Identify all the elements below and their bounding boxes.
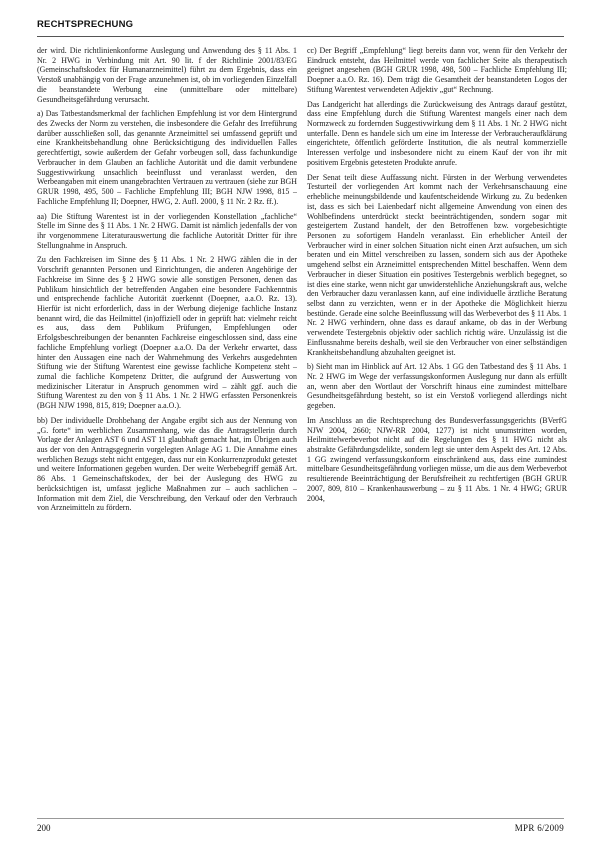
body-paragraph: cc) Der Begriff „Empfehlung“ liegt bereits dann vor, wenn für den Verkehr der Eindruck entsteht, das Heilmittel werde von fachlicher Seite als therapeutisch geeignet angesehen (BGH GRUR 1998, 498, 500 – Fachliche Empfehlung III; Doepner a.a.O. Rz. 16). Dem trägt die Gesamtheit der beanstandeten Logos der Stiftung Warentest verwendeten Adjektiv „gut“ Rechnung. [307,46,567,94]
section-heading: RECHTSPRECHUNG [37,19,134,30]
journal-reference: MPR 6/2009 [514,823,564,833]
header-divider [37,36,564,37]
body-paragraph: Zu den Fachkreisen im Sinne des § 11 Abs. 1 Nr. 2 HWG zählen die in der Vorschrift genannten Personen und Einrichtungen, die anderen Angehörige der Fachkreise im Sinne des § 2 HWG sowie alle sonstigen Personen, denen das Publikum hinsichtlich der betreffenden Angaben eine besondere Fachkenntnis und entsprechende fachliche Autorität zuerkennt (Doepner, a.a.O. Rz. 13). Hierfür ist nicht erforderlich, dass in der Werbung diejenige fachliche Instanz benannt wird, die das Heilmittel (in)offiziell oder in geprüft hat: vielmehr reicht es aus, dass dem Publikum Prüfungen, Empfehlungen oder Erfolgsbeschreibungen der benannten Fachkreise eingeschlossen sind, dass eine fachliche Empfehlung vorliegt (Doepner a.a.O. Da der Verkehr erwartet, dass hinter den Aussagen eine nach der Wahrnehmung des Verkehrs ausgedehnten Stiftung wie der Stiftung Warentest eine gewisse fachliche Kompetenz steht – zumal die fachliche Kompetenz Dritter, die aufgrund der Auswertung von medizinischer Literatur in Anspruch genommen wird – zählt ggf. auch die Stiftung Warentest zu den von § 11 Abs. 1 Nr. 2 HWG erfassten Personenkreis (BGH NJW 1998, 815, 819; Doepner a.a.O.). [37,255,297,411]
page-number: 200 [37,823,51,833]
body-paragraph: aa) Die Stiftung Warentest ist in der vorliegenden Konstellation „fachliche“ Stelle im Sinne des § 11 Abs. 1 Nr. 2 HWG. Damit ist nämlich jedenfalls der von ihr vorgenommene Literaturauswertung die fachliche Autorität Dritter für ihre Stellungnahme in Anspruch. [37,211,297,250]
page-header [37,14,564,32]
body-paragraph: der wird. Die richtlinienkonforme Auslegung und Anwendung des § 11 Abs. 1 Nr. 2 HWG in Verbindung mit Art. 90 lit. f der Richtlinie 2001/83/EG (Gemeinschaftskodex für Humanarzneimittel) führt zu dem Ergebnis, dass ein Verstoß unabhängig von der Frage anzunehmen ist, ob im vorliegenden Einzelfall die beanstandete Werbung eine (unmittelbare oder mittelbare) Gesundheitsgefährdung verursacht. [37,46,297,104]
body-paragraph: Der Senat teilt diese Auffassung nicht. Fürsten in der Werbung verwendetes Testurteil der vorliegenden Art kommt nach der Verkehrsanschauung eine erhebliche meinungsbildende und kaufentscheidende Wirkung zu. Zu bedenken ist, dass es sich bei Laienbedarf nicht allgemeine Anwendung von einen des Wohlbefindens unterdrückt steckt beeinträchtigenden, sondern sogar mit gesteigertem Zustand handelt, der den Betroffenen bzw. vorgebesichtigte Personen zu sofortigem Handeln veranlasst. Ein erheblicher Anteil der Verbraucher wird in einer solchen Situation nicht einen Arzt aufsuchen, um sich beraten und ein Mittel verschreiben zu lassen, sondern sich aus der Apotheke umgehend selbst ein Arzneimittel entsprechenden Mittel beschaffen. Wenn dem Verbraucher in dieser Situation ein positives Testergebnis werblich begegnet, so ist dies eine starke, wenn nicht gar unwiderstehliche Anziehungskraft aus, welche den Verbraucher dazu veranlassen kann, auf eine individuelle ärztliche Beratung selbst dann zu verzichten, wenn er in der Apotheke die Möglichkeit hierzu bestünde. Gerade eine solche Beeinflussung will das Werbeverbot des § 11 Abs. 1 Nr. 2 HWG verhindern, ohne dass es darauf ankame, ob das in der Werbung verwendete Testergebnis objektiv oder sachlich richtig wäre. Unzulässig ist die Einflussnahme bereits deshalb, weil sie den Verbraucher von einer selbständigen Krankheitsbehandlung abzuhalten geeignet ist. [307,172,567,357]
right-text-column [307,46,567,816]
footer-divider [37,818,564,819]
body-paragraph: b) Sieht man im Hinblick auf Art. 12 Abs. 1 GG den Tatbestand des § 11 Abs. 1 Nr. 2 HWG im Wege der verfassungskonformen Auslegung nur dann als erfüllt an, wenn aber den Wortlaut der Vorschrift hinaus eine zumindest mittelbare Gesundheitsgefährdung besteht, so ist ein Verstoß vorliegend allerdings nicht gegeben. [307,362,567,411]
page-footer [37,821,564,835]
left-text-column [37,46,297,816]
body-paragraph: a) Das Tatbestandsmerkmal der fachlichen Empfehlung ist vor dem Hintergrund des Zwecks der Norm zu verstehen, die insbesondere die Gefahr des Irreführung darüber ausschließen soll, das genannte Arzneimittel sei umfassend geprüft und eine Krankheitsbehandlung ohne Berücksichtigung des individuellen Falles gerechtfertigt, sowie außerdem der Gefahr vorbeugen soll, dass fachunkundige Verbraucher in dem Glauben an fachliche Autorität und die damit verbundene Suggestivwirkung unsachlich beeinflusst und veranlasst werden, den Werbeangaben mit einem unangebrachten Vertrauen zu vertrauen (siehe zur BGH GRUR 1998, 495, 500 – Fachliche Empfehlung III; BGH NJW 1998, 815 – Fachliche Empfehlung II; Doepner, HWG, 2. Aufl. 2000, § 11 Nr. 2 Rz. ff.). [37,109,297,206]
body-paragraph: bb) Der individuelle Drohbehang der Angabe ergibt sich aus der Nennung von „G. forte“ im werblichen Zusammenhang, wie das die Antragstellerin durch Vorlage der Anlagen AST 6 und AST 11 glaubhaft gemacht hat, im Übrigen auch aus der von den Antragsgegnerin vorgelegten Anlage AG 1. Die Annahme eines werblichen Bezugs steht nicht entgegen, dass nur ein Konkurrenzprodukt getestet und weitere Informationen gegeben wurden. Der weite Werbebegriff gemäß Art. 86 Abs. 1 Gemeinschaftskodex, der bei der Auslegung des HWG zu berücksichtigen ist, umfasst jegliche Maßnahmen zur – auch sachlichen – Information mit dem Ziel, die Verschreibung, den Verkauf oder den Verbrauch von Arzneimitteln zu fördern. [37,415,297,513]
body-paragraph: Das Landgericht hat allerdings die Zurückweisung des Antrags darauf gestützt, dass eine Empfehlung durch die Stiftung Warentest mangels einer nach dem Normzweck zu fordernden Suggestivwirkung dem § 11 Abs. 1 Nr. 2 HWG nicht unterfalle. Denn es handele sich um eine im Interesse der Verbraucheraufklärung eingerichtete, öffentlich geförderte Institution, die als neutral kommerzielle Interessen verfolge und insbesondere nicht zu einem Kauf der von ihr mit positivem Ergebnis getesteten Produkte anrufe. [307,99,567,167]
body-paragraph: Im Anschluss an die Rechtsprechung des Bundesverfassungsgerichts (BVerfG NJW 2004, 2660; NJW-RR 2004, 1277) ist nicht unumstritten worden, Heilmittelwerbeverbot nicht auf die Regelungen des § 11 HWG nicht als abstrakte Gefährdungsdelikte, sondern legt sie unter dem Aspekt des Art. 12 Abs. 1 GG zwingend verfassungskonform einschränkend aus, dass eine zumindest mittelbare Gesundheitsgefährdung vorliegen müsse, um die aus dem Werbeverbot resultierende Beeinträchtigung der Berufsfreiheit zu rechtfertigen (BGH GRUR 2007, 809, 810 – Krankenhauswerbung – zu § 11 Abs. 1 Nr. 4 HWG; GRUR 2004, [307,415,567,503]
